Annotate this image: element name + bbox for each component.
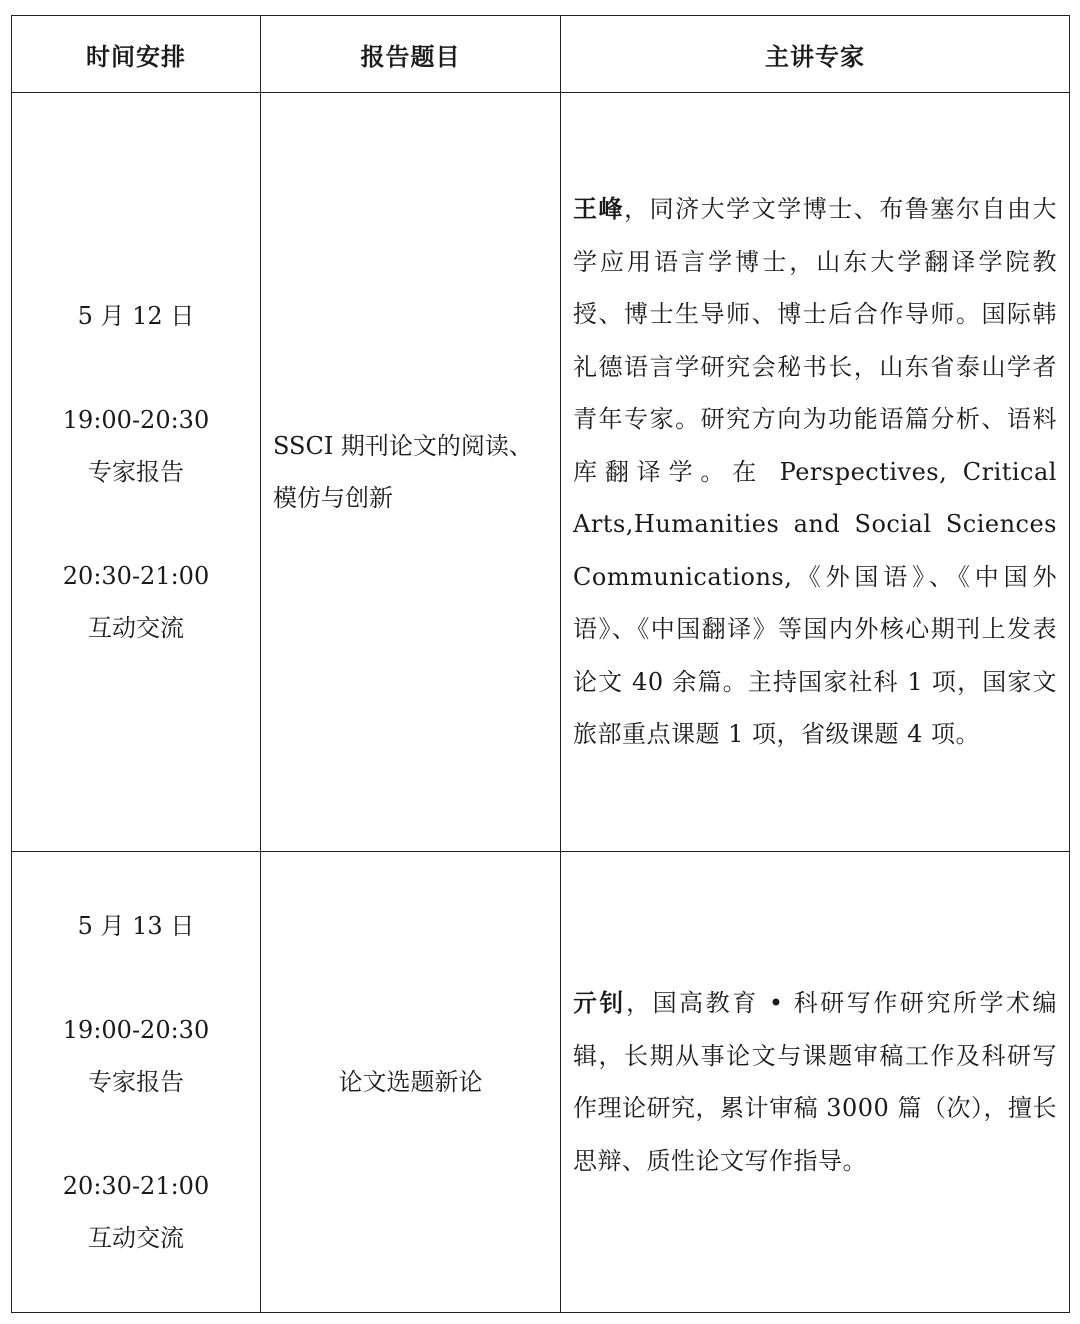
- exchange-time-text: 20:30-21:00: [62, 1172, 210, 1200]
- report-time-text: 19:00-20:30: [62, 1016, 210, 1044]
- report-label-text: 专家报告: [88, 458, 184, 486]
- report-label-text: 专家报告: [88, 1068, 184, 1096]
- header-topic: 报告题目: [261, 16, 561, 93]
- expert-bio: [573, 183, 1057, 761]
- expert-name: 王峰: [573, 195, 625, 224]
- date-text: 5 月 13 日: [77, 912, 195, 940]
- topic-text: SSCI 期刊论文的阅读、模仿与创新: [273, 432, 533, 512]
- expert-bio-text: ，同济大学文学博士、布鲁塞尔自由大学应用语言学博士，山东大学翻译学院教授、博士生导师、博士后合作导师。国际韩礼德语言学研究会秘书长，山东省泰山学者青年专家。研究方向为功能语篇分析、语料库翻译学。在 Perspectives, Critical Arts,Humanities and Social Sciences Communications,《外国语》、《中国外语》、《中国翻译》等国内外核心期刊上发表论文 40 余篇。主持国家社科 1 项，国家文旅部重点课题 1 项，省级课题 4 项。: [573, 195, 1058, 749]
- date-text: 5 月 12 日: [77, 302, 195, 330]
- topic-cell: [261, 852, 561, 1313]
- expert-cell: [561, 93, 1070, 852]
- schedule-table: [11, 15, 1070, 1313]
- exchange-label-text: 互动交流: [88, 614, 184, 642]
- expert-cell: [561, 852, 1070, 1313]
- time-cell: [12, 93, 261, 852]
- topic-cell: [261, 93, 561, 852]
- expert-name: 亓钊: [573, 989, 627, 1017]
- expert-bio: [573, 977, 1057, 1187]
- time-cell: [12, 852, 261, 1313]
- exchange-label-text: 互动交流: [88, 1224, 184, 1252]
- table-row: [12, 852, 1070, 1313]
- topic-text: 论文选题新论: [338, 1068, 483, 1096]
- report-time-text: 19:00-20:30: [62, 406, 210, 434]
- header-expert: 主讲专家: [561, 16, 1070, 93]
- table-row: [12, 93, 1070, 852]
- header-row: [12, 16, 1070, 93]
- exchange-time-text: 20:30-21:00: [62, 562, 210, 590]
- header-time: 时间安排: [12, 16, 261, 93]
- expert-bio-text: ，国高教育 • 科研写作研究所学术编辑，长期从事论文与课题审稿工作及科研写作理论研究，累计审稿 3000 篇（次），擅长思辩、质性论文写作指导。: [573, 989, 1058, 1175]
